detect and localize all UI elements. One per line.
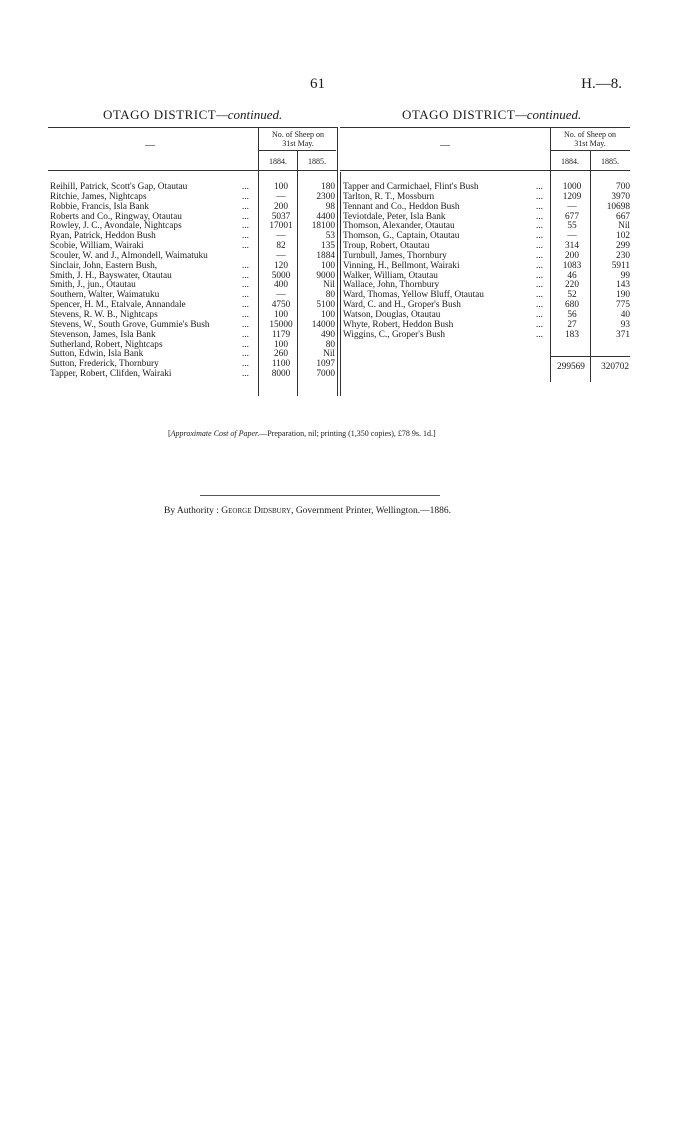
sheep-1885: 9000 (316, 270, 335, 281)
owner-name: Tarlton, R. T., Mossburn (343, 191, 435, 202)
sheep-1885: 2300 (316, 191, 335, 202)
owner-name: Southern, Walter, Waimatuku (50, 290, 160, 301)
sheep-1884: — (567, 201, 577, 212)
sheep-count-header-left (258, 130, 338, 148)
year-1885-header-right: 1885. (601, 157, 619, 166)
sheep-1884: 4750 (271, 300, 291, 311)
sheep-1885: 5100 (316, 300, 335, 311)
table-header-bottom-rule-right (340, 170, 630, 171)
leader-dots: ... (536, 241, 543, 252)
sheep-1884: — (276, 191, 286, 202)
page-number: 61 (310, 76, 325, 92)
sheep-1884: 56 (567, 309, 577, 320)
sheep-1885: 143 (616, 280, 630, 291)
right-table-body (343, 183, 633, 341)
sheep-1885: Nil (323, 349, 335, 360)
owner-name: Robbie, Francis, Isla Bank (50, 201, 149, 212)
leader-dots: ... (242, 231, 249, 242)
printing-authority (164, 506, 451, 516)
printer-name: George Didsbury (221, 506, 292, 516)
leader-dots: ... (536, 309, 543, 320)
district-title-continued: —continued. (515, 107, 582, 122)
district-title-continued: —continued. (216, 107, 283, 122)
total-1885: 320702 (601, 362, 629, 372)
sheep-1884: 680 (565, 300, 579, 311)
owner-name: Turnbull, James, Thornbury (343, 250, 447, 261)
leader-dots: ... (242, 201, 249, 212)
sheep-header-line1: No. of Sheep on (564, 130, 616, 139)
sheep-1884: — (276, 231, 286, 242)
table-header-bottom-rule-left (48, 170, 338, 171)
leader-dots: ... (536, 290, 543, 301)
leader-dots: ... (242, 369, 249, 380)
leader-dots: ... (242, 359, 249, 370)
sheep-1884: 1083 (562, 260, 582, 271)
owner-name: Sutherland, Robert, Nightcaps (50, 339, 163, 350)
leader-dots: ... (536, 250, 543, 261)
sheep-1884: 200 (565, 250, 579, 261)
leader-dots: ... (536, 280, 543, 291)
sheep-header-line2: 31st May. (574, 139, 606, 148)
leader-dots: ... (536, 270, 543, 281)
owner-name: Watson, Douglas, Otautau (343, 309, 441, 320)
sheep-1884: 314 (565, 241, 579, 252)
sheep-1884: 183 (565, 329, 579, 340)
owner-name: Spencer, H. M., Etalvale, Annandale (50, 300, 186, 311)
leader-dots: ... (242, 260, 249, 271)
leader-dots: ... (242, 191, 249, 202)
owner-name: Sutton, Edwin, Isla Bank (50, 349, 144, 360)
sheep-1884: 220 (565, 280, 579, 291)
owner-name: Stevens, R. W. B., Nightcaps (50, 309, 158, 320)
sheep-1884: 1209 (562, 191, 582, 202)
sheep-1884: 120 (274, 260, 288, 271)
sheep-1885: 135 (321, 241, 335, 252)
authority-suffix: , Government Printer, Wellington.—1886. (291, 506, 451, 516)
owner-name: Sutton, Frederick, Thornbury (50, 359, 159, 370)
cost-of-paper-note (168, 429, 436, 438)
owner-name: Scouler, W. and J., Almondell, Waimatuku (50, 250, 208, 261)
sheep-1884: 100 (274, 182, 288, 192)
leader-dots: ... (536, 329, 543, 340)
sheep-1885: 98 (325, 201, 335, 212)
sheep-count-header-right (550, 130, 630, 148)
table-row (343, 331, 633, 341)
leader-dots: ... (242, 270, 249, 281)
year-1884-header-right: 1884. (561, 157, 579, 166)
sheep-1885: 700 (616, 182, 630, 192)
leader-dots: ... (242, 319, 249, 330)
sheep-1885: 99 (620, 270, 630, 281)
owner-name: Troup, Robert, Otautau (343, 241, 430, 252)
district-title-left (103, 107, 282, 123)
sheep-1884: 1100 (271, 359, 291, 370)
sheep-1884: 55 (567, 221, 577, 232)
sheep-1885: 100 (321, 309, 335, 320)
sheep-1885: 18100 (311, 221, 335, 232)
sheep-1885: 775 (616, 300, 630, 311)
leader-dots: ... (242, 339, 249, 350)
authority-prefix: By Authority : (164, 506, 222, 516)
sheep-1884: 200 (274, 201, 288, 212)
sheep-header-line2: 31st May. (282, 139, 314, 148)
sheep-1884: 1179 (271, 329, 291, 340)
leader-dots: ... (536, 191, 543, 202)
leader-dots: ... (242, 290, 249, 301)
owner-name: Ward, Thomas, Yellow Bluff, Otautau (343, 290, 484, 301)
sheep-1884: 260 (274, 349, 288, 360)
sheep-1884: — (567, 231, 577, 242)
leader-dots: ... (536, 231, 543, 242)
owner-name: Vinning, H., Bellmont, Wairaki (343, 260, 460, 271)
sheep-1885: 4400 (316, 211, 335, 222)
sheep-1885: 371 (616, 329, 630, 340)
leader-dots: ... (242, 280, 249, 291)
sheep-1885: 3970 (611, 191, 630, 202)
leader-dots: ... (242, 241, 249, 252)
sheep-1885: 80 (325, 290, 335, 301)
sheep-1884: 27 (567, 319, 577, 330)
sheep-1884: — (276, 290, 286, 301)
owner-name: Ryan, Patrick, Heddon Bush (50, 231, 156, 242)
owner-name: Whyte, Robert, Heddon Bush (343, 319, 454, 330)
owner-name: Stevenson, James, Isla Bank (50, 329, 156, 340)
sheep-1885: 230 (616, 250, 630, 261)
owner-name: Ritchie, James, Nightcaps (50, 191, 147, 202)
owner-name: Wallace, John, Thornbury (343, 280, 440, 291)
sheep-1885: 53 (325, 231, 335, 242)
sheep-1885: 1097 (316, 359, 335, 370)
sheep-1885: 5911 (611, 260, 630, 271)
table-row (50, 370, 340, 380)
owner-name: Smith, J., jun., Otautau (50, 280, 136, 291)
leader-dots: ... (242, 329, 249, 340)
sheep-1885: 14000 (311, 319, 335, 330)
sheep-1885: 299 (616, 241, 630, 252)
sheep-1884: 17001 (269, 221, 293, 232)
owner-name: Wiggins, C., Groper's Bush (343, 329, 446, 340)
owner-name: Thomson, Alexander, Otautau (343, 221, 455, 232)
owner-name: Sinclair, John, Eastern Bush, (50, 260, 158, 271)
sheep-1885: 10698 (606, 201, 630, 212)
leader-dots: ... (536, 260, 543, 271)
owner-name: Tennant and Co., Heddon Bush (343, 201, 460, 212)
leader-dots: ... (536, 211, 543, 222)
leader-dots: ... (242, 182, 249, 192)
owner-name: Rowley, J. C., Avondale, Nightcaps (50, 221, 182, 232)
owner-name: Stevens, W., South Grove, Gummie's Bush (50, 319, 210, 330)
sheep-1885: 7000 (316, 369, 335, 380)
sheep-1885: 180 (321, 182, 335, 192)
district-title-main: OTAGO DISTRICT (103, 107, 217, 122)
sheep-1884: 1000 (562, 182, 582, 192)
sheep-1884: 82 (276, 241, 286, 252)
owner-name: Ward, C. and H., Groper's Bush (343, 300, 461, 311)
leader-dots: ... (536, 201, 543, 212)
sheep-1885: 100 (321, 260, 335, 271)
owner-name: Tapper, Robert, Clifden, Wairaki (50, 369, 172, 380)
sheep-1885: 490 (321, 329, 335, 340)
sheep-header-line1: No. of Sheep on (272, 130, 324, 139)
leader-dots: ... (242, 300, 249, 311)
sheep-1885: 80 (325, 339, 335, 350)
sheep-1885: 40 (620, 309, 630, 320)
sheep-1885: 102 (616, 231, 630, 242)
owner-name: Tapper and Carmichael, Flint's Bush (343, 182, 479, 192)
column-rule-right-edge (340, 172, 341, 396)
cost-note-details: —Preparation, nil; printing (1,350 copies), £78 9s. 1d.] (259, 429, 436, 438)
authority-rule (200, 495, 440, 496)
leader-dots: ... (242, 211, 249, 222)
sheep-1885: Nil (618, 221, 630, 232)
sheep-1884: 5037 (271, 211, 291, 222)
sheep-1885: 1884 (316, 250, 335, 261)
district-title-main: OTAGO DISTRICT (402, 107, 516, 122)
sheep-1884: 100 (274, 309, 288, 320)
sheep-1884: 52 (567, 290, 577, 301)
leader-dots: ... (536, 182, 543, 192)
sheep-1884: 677 (565, 211, 579, 222)
sheep-1884: 46 (567, 270, 577, 281)
sheep-1885: 667 (616, 211, 630, 222)
owner-name: Reihill, Patrick, Scott's Gap, Otautau (50, 182, 188, 192)
sheep-1884: 5000 (271, 270, 291, 281)
year-1885-header-left: 1885. (308, 157, 326, 166)
cost-note-bracket: [ (168, 429, 171, 438)
name-column-dash-left: — (145, 140, 155, 151)
owner-name: Scobie, William, Wairaki (50, 241, 144, 252)
leader-dots: ... (536, 300, 543, 311)
leader-dots: ... (242, 349, 249, 360)
sheep-1885: 190 (616, 290, 630, 301)
year-1884-header-left: 1884. (269, 157, 287, 166)
sheep-1884: 100 (274, 339, 288, 350)
table-top-rule-left (48, 127, 338, 128)
total-1884: 299569 (557, 362, 585, 372)
leader-dots: ... (536, 319, 543, 330)
table-top-rule-right (340, 127, 630, 128)
sheep-1884: 400 (274, 280, 288, 291)
leader-dots: ... (536, 221, 543, 232)
sheep-1884: 15000 (269, 319, 293, 330)
sheep-1884: 8000 (271, 369, 291, 380)
sheep-1885: Nil (323, 280, 335, 291)
owner-name: Teviotdale, Peter, Isla Bank (343, 211, 446, 222)
district-title-right (402, 107, 581, 123)
left-table-body (50, 183, 340, 380)
document-reference: H.—8. (581, 76, 622, 92)
name-column-dash-right: — (440, 140, 450, 151)
owner-name: Roberts and Co., Ringway, Otautau (50, 211, 182, 222)
sheep-1885: 93 (620, 319, 630, 330)
owner-name: Walker, William, Otautau (343, 270, 438, 281)
leader-dots: ... (242, 221, 249, 232)
owner-name: Smith, J. H., Bayswater, Otautau (50, 270, 172, 281)
cost-note-label: Approximate Cost of Paper. (170, 429, 260, 438)
owner-name: Thomson, G., Captain, Otautau (343, 231, 460, 242)
sheep-1884: — (276, 250, 286, 261)
leader-dots: ... (242, 309, 249, 320)
